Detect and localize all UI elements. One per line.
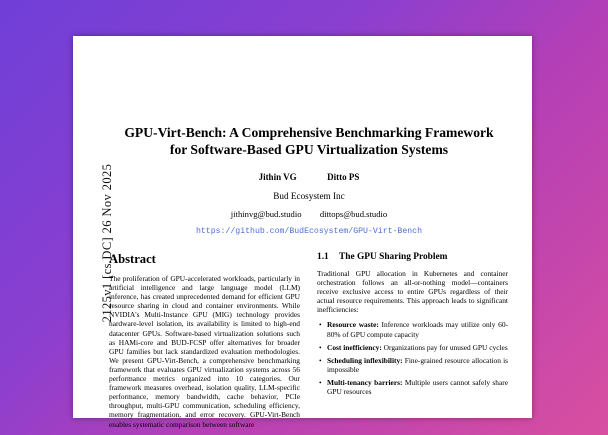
list-item-label: Resource waste: [327,320,379,330]
inefficiency-list [317,320,508,396]
list-item [327,356,508,374]
section-title: The GPU Sharing Problem [339,252,448,262]
list-item-text: Inference workloads may utilize only 60-80% of GPU compute capacity [327,320,508,339]
list-item-label: Scheduling inflexibility: [327,355,403,365]
author-list [109,172,509,182]
author-2: Ditto PS [327,172,360,182]
repository-link[interactable]: https://github.com/BudEcosystem/GPU-Virt-Bench [195,227,422,236]
abstract-heading: Abstract [109,252,156,266]
list-item [327,343,508,352]
two-column-body [109,252,509,435]
list-item-text: Fine-grained resource allocation is impossible [327,355,508,374]
email-1: jithinvg@bud.studio [230,209,302,219]
abstract-paragraph: The proliferation of GPU-accelerated workloads, particularly in artificial intelligence and large language model (LLM) inference, has created unprecedented demand for efficient GPU resource sharing in cloud and container environments. While NVIDIA's Multi-Instance GPU (MIG) technology provides hardware-level isolation, its availability is limited to high-end datacenter GPUs. Software-based virtualization solutions such as HAMi-core and BUD-FCSP offer alternatives for broader GPU families but lack standardized evaluation methodologies. We present GPU-Virt-Bench, a comprehensive benchmarking framework that evaluates GPU virtualization systems across 56 performance metrics organized into 10 categories. Our framework measures overhead, isolation quality, LLM-specific performance, memory bandwidth, cache behavior, PCIe throughput, multi-GPU communication, scheduling efficiency, memory fragmentation, and error recovery. GPU-Virt-Bench enables systematic comparison between software [109,274,300,429]
left-column [109,252,300,435]
list-item [327,320,508,338]
affiliation: Bud Ecosystem Inc [273,191,345,201]
arxiv-stamp: 2125v1 [cs.DC] 26 Nov 2025 [100,163,114,323]
right-column [317,252,508,435]
page-content [109,36,509,429]
list-item-label: Cost inefficiency: [327,342,382,352]
section-number: 1.1 [317,252,329,262]
title-line-1: GPU-Virt-Bench: A Comprehensive Benchmarking Framework [124,125,494,140]
pdf-page [73,36,532,429]
list-item-text: Organizations pay for unused GPU cycles [381,342,508,352]
title-line-2: for Software-Based GPU Virtualization Systems [169,142,449,157]
section-heading [317,252,508,262]
email-list [109,209,509,219]
list-item [327,378,508,396]
section-paragraph: Traditional GPU allocation in Kubernetes and container orchestration follows an all-or-nothing model—containers receive exclusive access to entire GPUs regardless of their actual resource requirements. This approach leads to significant inefficiencies: [317,269,508,315]
list-item-label: Multi-tenancy barriers: [327,377,403,387]
page-title [109,124,509,158]
list-item-text: Multiple users cannot safely share GPU resources [327,377,509,397]
author-1: Jithin VG [258,172,297,182]
email-2: dittops@bud.studio [319,209,388,219]
